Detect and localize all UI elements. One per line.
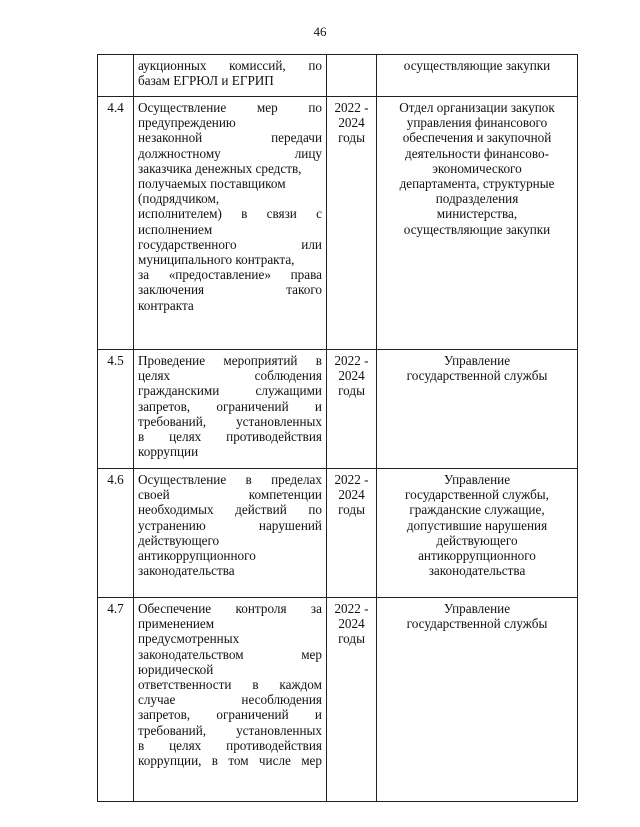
row-number: 4.4 — [98, 97, 134, 350]
table-row — [98, 55, 578, 97]
activity-line: законодательства — [138, 563, 235, 579]
activity-line: предусмотренных — [138, 631, 240, 647]
period-line: 2024 — [338, 368, 365, 384]
period-line: 2022 - — [334, 100, 369, 115]
activity-line: исполнителем) в связи с — [138, 206, 322, 222]
activity-line: антикоррупционного — [138, 548, 256, 564]
activity-line: предупреждению — [138, 115, 236, 131]
responsible-line: допустившие нарушения — [406, 517, 548, 533]
period-line: годы — [338, 631, 365, 647]
activity-line: (подрядчиком, — [138, 191, 220, 207]
activity-line: в целях противодействия — [138, 429, 322, 445]
period-line: 2022 - — [334, 601, 369, 616]
responsible-line: осуществляющие закупки — [403, 58, 551, 73]
responsible-cell — [377, 598, 578, 802]
activity-line: незаконной передачи — [138, 130, 322, 146]
responsible-line: действующего — [436, 532, 518, 548]
row-number: 4.6 — [98, 469, 134, 598]
activity-line: Обеспечение контроля за — [138, 601, 322, 616]
activity-cell — [134, 350, 327, 469]
row-number — [98, 55, 134, 97]
period-cell — [327, 350, 377, 469]
activity-line: требований, установленных — [138, 413, 322, 429]
activity-line: необходимых действий по — [138, 502, 322, 518]
period-cell — [327, 598, 377, 802]
period-cell — [327, 97, 377, 350]
activity-cell — [134, 55, 327, 97]
responsible-line: министерства, — [436, 206, 518, 222]
responsible-line: антикоррупционного — [418, 548, 536, 564]
activity-line: ответственности в каждом — [138, 677, 322, 693]
activity-line: получаемых поставщиком — [138, 176, 286, 192]
period-line: 2024 — [338, 616, 365, 632]
responsible-cell — [377, 97, 578, 350]
responsible-line: Управление — [443, 601, 511, 616]
activity-line: исполнением — [138, 221, 213, 237]
activity-line: устранению нарушений — [138, 517, 322, 533]
activity-line: коррупции — [138, 444, 199, 460]
responsible-line: законодательства — [428, 563, 526, 579]
activity-line: Осуществление в пределах — [138, 472, 322, 487]
responsible-line: обеспечения и закупочной — [402, 130, 552, 146]
row-number: 4.7 — [98, 598, 134, 802]
period-line: годы — [338, 130, 365, 146]
table-row — [98, 350, 578, 469]
period-line: годы — [338, 502, 365, 518]
activity-line: заказчика денежных средств, — [138, 160, 302, 176]
table-row — [98, 469, 578, 598]
table-row — [98, 97, 578, 350]
responsible-line: подразделения — [435, 191, 519, 207]
responsible-line: экономического — [432, 160, 522, 176]
table-row — [98, 598, 578, 802]
activity-line: законодательством мер — [138, 646, 322, 662]
activity-line: муниципального контракта, — [138, 252, 295, 268]
activity-line: действующего — [138, 532, 220, 548]
responsible-cell — [377, 350, 578, 469]
period-line: 2022 - — [334, 472, 369, 487]
activity-line: Осуществление мер по — [138, 100, 322, 115]
responsible-line: Отдел организации закупок — [399, 100, 555, 115]
responsible-line: департамента, структурные — [399, 176, 555, 192]
responsible-line: осуществляющие закупки — [403, 221, 551, 237]
activity-line: государственного или — [138, 236, 322, 252]
period-cell — [327, 55, 377, 97]
activity-cell — [134, 598, 327, 802]
period-line: 2024 — [338, 487, 365, 503]
activity-line: юридической — [138, 661, 214, 677]
responsible-cell — [377, 55, 578, 97]
activity-line: применением — [138, 616, 215, 632]
activity-line: запретов, ограничений и — [138, 398, 322, 414]
activity-line: коррупции, в том числе мер — [138, 753, 322, 769]
responsible-line: государственной службы — [406, 616, 548, 632]
period-line: 2022 - — [334, 353, 369, 368]
row-number: 4.5 — [98, 350, 134, 469]
activity-line: целях соблюдения — [138, 368, 322, 384]
activity-line: гражданскими служащими — [138, 383, 322, 399]
responsible-line: гражданские служащие, — [409, 502, 545, 518]
page-number: 46 — [313, 24, 327, 39]
activity-line: базам ЕГРЮЛ и ЕГРИП — [138, 73, 274, 89]
activity-line: контракта — [138, 297, 194, 313]
activity-cell — [134, 97, 327, 350]
activity-cell — [134, 469, 327, 598]
responsible-line: Управление — [443, 353, 511, 368]
activity-line: запретов, ограничений и — [138, 707, 322, 723]
activity-line: должностному лицу — [138, 145, 322, 161]
responsible-line: деятельности финансово- — [405, 145, 549, 161]
responsible-line: управления финансового — [406, 115, 548, 131]
activity-line: своей компетенции — [138, 487, 322, 503]
activity-line: заключения такого — [138, 282, 322, 298]
activity-line: требований, установленных — [138, 722, 322, 738]
activity-line: в целях противодействия — [138, 737, 322, 753]
period-cell — [327, 469, 377, 598]
responsible-line: государственной службы, — [405, 487, 549, 503]
responsible-line: государственной службы — [406, 368, 548, 384]
period-line: 2024 — [338, 115, 365, 131]
responsible-line: Управление — [443, 472, 511, 487]
activity-line: за «предоставление» права — [138, 267, 322, 283]
activity-line: случае несоблюдения — [138, 692, 322, 708]
activity-line: аукционных комиссий, по — [138, 58, 322, 73]
activity-line: Проведение мероприятий в — [138, 353, 322, 368]
plan-table — [97, 54, 578, 802]
period-line: годы — [338, 383, 365, 399]
responsible-cell — [377, 469, 578, 598]
